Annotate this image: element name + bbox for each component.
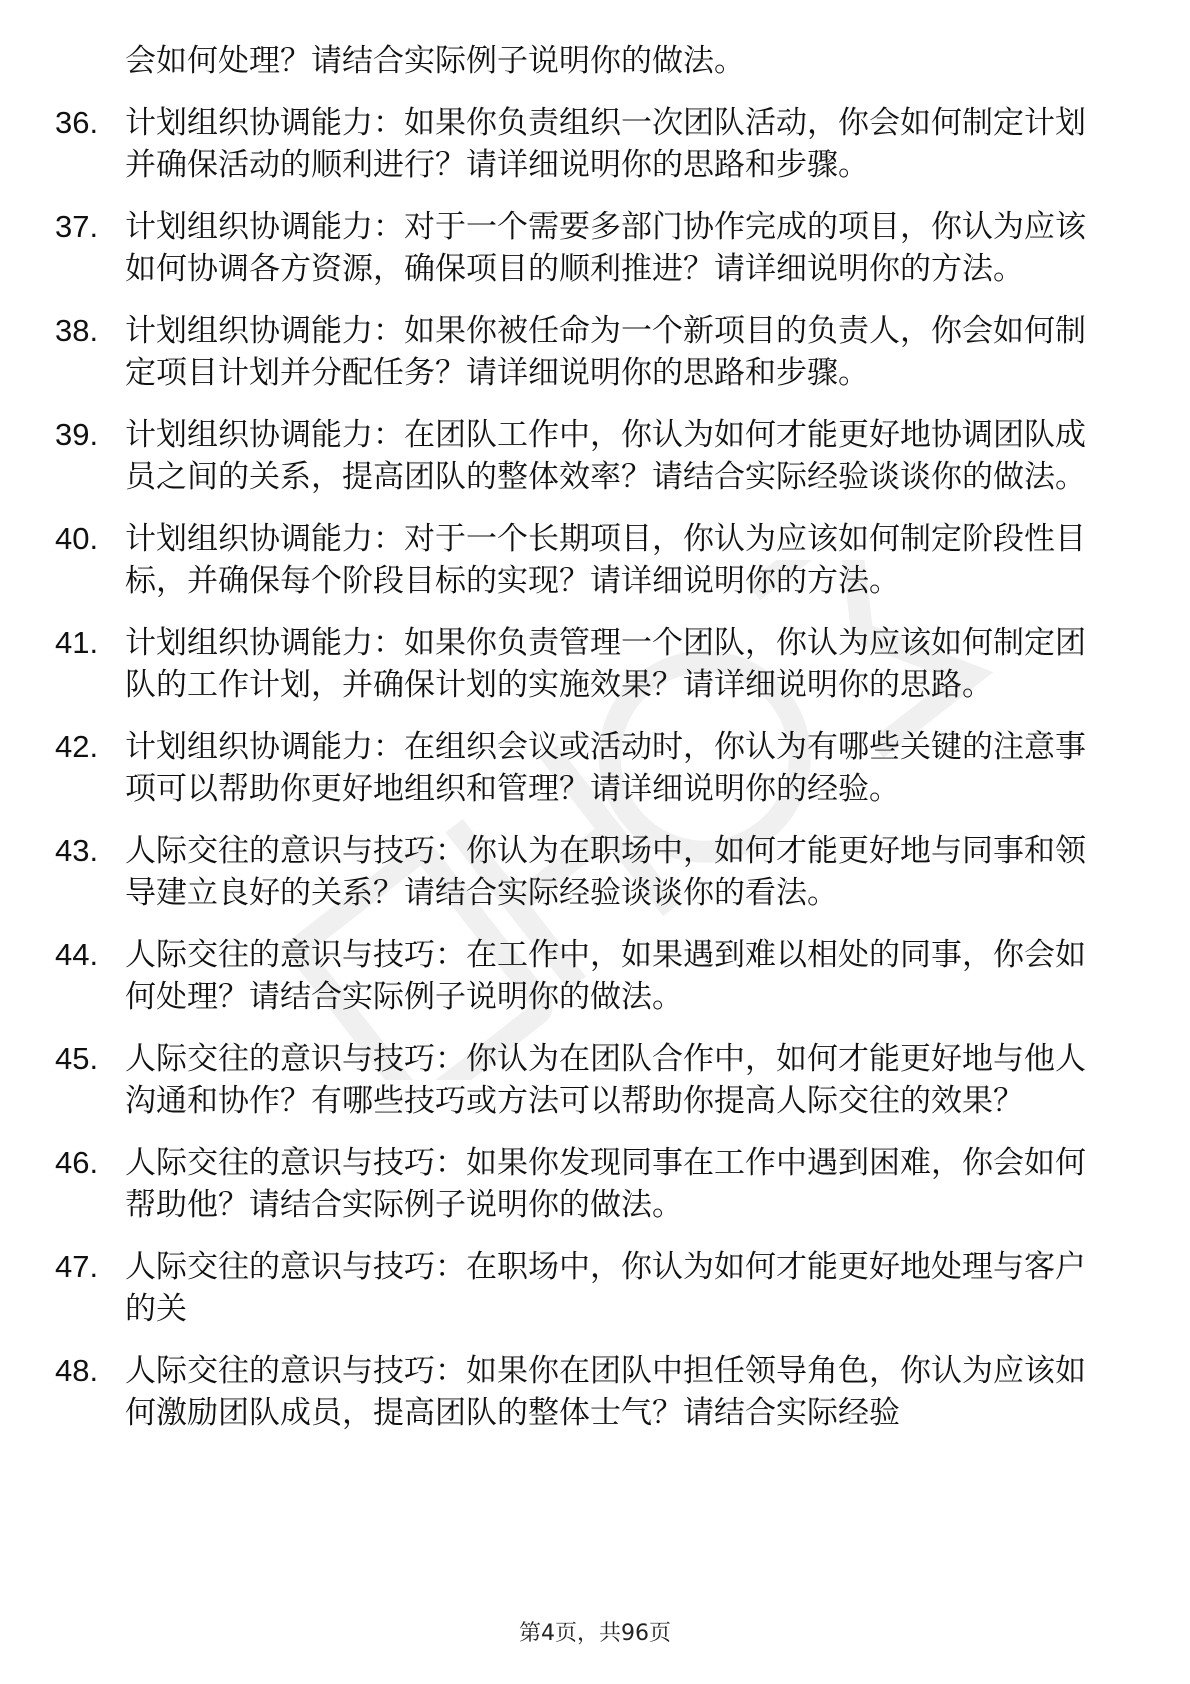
question-text: 计划组织协调能力：在团队工作中，你认为如何才能更好地协调团队成员之间的关系，提高团队的整体效率？请结合实际经验谈谈你的做法。 [125, 417, 1086, 495]
question-number: 38. [55, 313, 99, 348]
question-text: 人际交往的意识与技巧：你认为在团队合作中，如何才能更好地与他人沟通和协作？有哪些技巧或方法可以帮助你提高人际交往的效果？ [125, 1041, 1086, 1119]
question-item [55, 310, 1115, 394]
question-item [55, 1038, 1115, 1122]
question-text: 人际交往的意识与技巧：如果你发现同事在工作中遇到困难，你会如何帮助他？请结合实际例子说明你的做法。 [125, 1145, 1086, 1223]
question-item [55, 518, 1115, 602]
question-number: 46. [55, 1145, 99, 1180]
question-text: 人际交往的意识与技巧：在工作中，如果遇到难以相处的同事，你会如何处理？请结合实际例子说明你的做法。 [125, 937, 1086, 1015]
question-item [55, 414, 1115, 498]
question-number: 45. [55, 1041, 99, 1076]
question-item [55, 830, 1115, 914]
question-item [55, 622, 1115, 706]
question-list [55, 40, 1115, 1454]
question-text: 人际交往的意识与技巧：在职场中，你认为如何才能更好地处理与客户的关 [125, 1249, 1086, 1327]
question-text: 计划组织协调能力：在组织会议或活动时，你认为有哪些关键的注意事项可以帮助你更好地组织和管理？请详细说明你的经验。 [125, 729, 1086, 807]
question-item [55, 934, 1115, 1018]
question-number: 43. [55, 833, 99, 868]
question-number: 42. [55, 729, 99, 764]
question-text: 计划组织协调能力：对于一个需要多部门协作完成的项目，你认为应该如何协调各方资源，确保项目的顺利推进？请详细说明你的方法。 [125, 209, 1086, 287]
question-text: 计划组织协调能力：对于一个长期项目，你认为应该如何制定阶段性目标，并确保每个阶段目标的实现？请详细说明你的方法。 [125, 521, 1086, 599]
page-number-footer: 第4页，共96页 [519, 1621, 671, 1646]
question-text: 计划组织协调能力：如果你负责管理一个团队，你认为应该如何制定团队的工作计划，并确保计划的实施效果？请详细说明你的思路。 [125, 625, 1086, 703]
question-number: 48. [55, 1353, 99, 1388]
question-number: 36. [55, 105, 99, 140]
question-item [55, 1350, 1115, 1434]
question-item [55, 726, 1115, 810]
question-item [55, 1246, 1115, 1330]
question-item [55, 1142, 1115, 1226]
question-item [55, 206, 1115, 290]
question-number: 40. [55, 521, 99, 556]
question-text: 计划组织协调能力：如果你负责组织一次团队活动，你会如何制定计划并确保活动的顺利进行？请详细说明你的思路和步骤。 [125, 105, 1086, 183]
question-number: 37. [55, 209, 99, 244]
question-number: 47. [55, 1249, 99, 1284]
question-number: 39. [55, 417, 99, 452]
question-number: 41. [55, 625, 99, 660]
continued-text: 会如何处理？请结合实际例子说明你的做法。 [125, 43, 745, 79]
question-item [55, 102, 1115, 186]
question-text: 计划组织协调能力：如果你被任命为一个新项目的负责人，你会如何制定项目计划并分配任务？请详细说明你的思路和步骤。 [125, 313, 1086, 391]
question-text: 人际交往的意识与技巧：你认为在职场中，如何才能更好地与同事和领导建立良好的关系？请结合实际经验谈谈你的看法。 [125, 833, 1086, 911]
question-number: 44. [55, 937, 99, 972]
question-text: 人际交往的意识与技巧：如果你在团队中担任领导角色，你认为应该如何激励团队成员，提高团队的整体士气？请结合实际经验 [125, 1353, 1086, 1431]
